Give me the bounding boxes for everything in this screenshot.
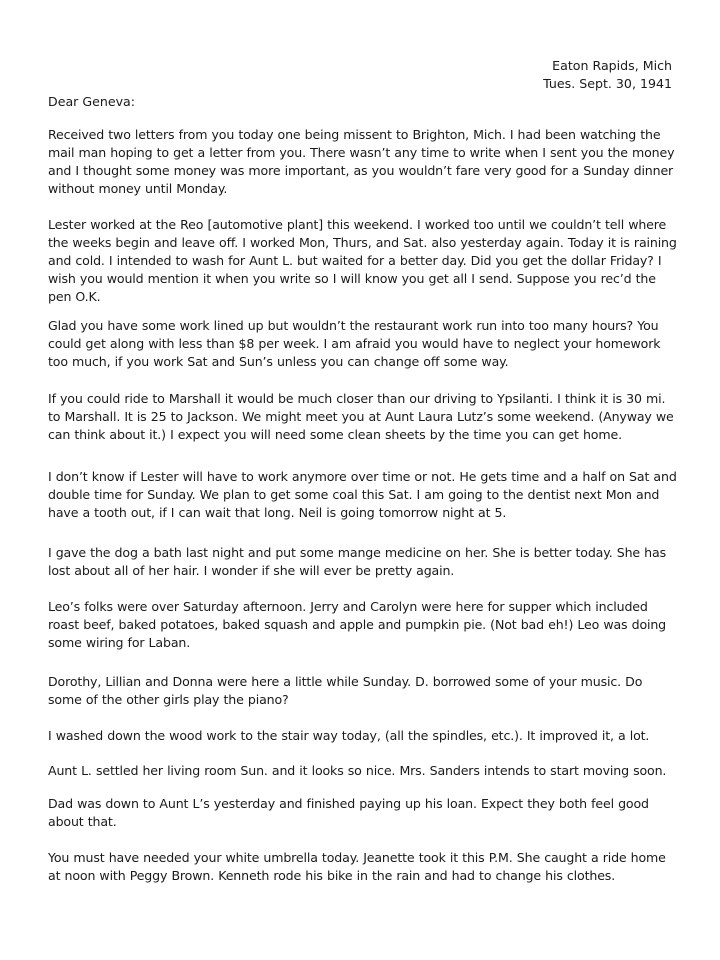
- paragraph-3: Glad you have some work lined up but wouldn’t the restaurant work run into too many hours? You could get along with less than $8 per week. I am afraid you would have to neglect your homework too much, if you work Sat and Sun’s unless you can change off some way.: [48, 318, 661, 369]
- paragraph-12: You must have needed your white umbrella today. Jeanette took it this P.M. She caught a ride home at noon with Peggy Brown. Kenneth rode his bike in the rain and had to change his clothes.: [48, 850, 666, 883]
- paragraph-1: Received two letters from you today one being missent to Brighton, Mich. I had been watching the mail man hoping to get a letter from you. There wasn’t any time to write when I sent you the money and I thought some money was more important, as you wouldn’t fare very good for a Sunday dinner without money until Monday.: [48, 127, 675, 196]
- paragraph-8: Dorothy, Lillian and Donna were here a little while Sunday. D. borrowed some of your music. Do some of the other girls play the piano?: [48, 674, 643, 707]
- letter-place: Eaton Rapids, Mich: [552, 58, 672, 73]
- paragraph-6: I gave the dog a bath last night and put some mange medicine on her. She is better today. She has lost about all of her hair. I wonder if she will ever be pretty again.: [48, 545, 666, 578]
- paragraph-5: I don’t know if Lester will have to work anymore over time or not. He gets time and a half on Sat and double time for Sunday. We plan to get some coal this Sat. I am going to the dentist next Mon and have a tooth out, if I can wait that long. Neil is going tomorrow night at 5.: [48, 469, 677, 520]
- paragraph-7: Leo’s folks were over Saturday afternoon. Jerry and Carolyn were here for supper which included roast beef, baked potatoes, baked squash and apple and pumpkin pie. (Not bad eh!) Leo was doing some wiring for Laban.: [48, 599, 667, 650]
- paragraph-2: Lester worked at the Reo [automotive plant] this weekend. I worked too until we couldn’t tell where the weeks begin and leave off. I worked Mon, Thurs, and Sat. also yesterday again. Today it is raining and cold. I intended to wash for Aunt L. but waited for a better day. Did you get the dollar Friday? I wish you would mention it when you write so I will know you get all I send. Suppose you rec’d the pen O.K.: [48, 217, 677, 304]
- paragraph-10: Aunt L. settled her living room Sun. and it looks so nice. Mrs. Sanders intends to start moving soon.: [48, 763, 667, 778]
- salutation: Dear Geneva:: [48, 94, 135, 109]
- paragraph-4: If you could ride to Marshall it would be much closer than our driving to Ypsilanti. I think it is 30 mi. to Marshall. It is 25 to Jackson. We might meet you at Aunt Laura Lutz’s some weekend. (Anyway we can think about it.) I expect you will need some clean sheets by the time you can get home.: [48, 391, 674, 442]
- paragraph-11: Dad was down to Aunt L’s yesterday and finished paying up his loan. Expect they both feel good about that.: [48, 796, 649, 829]
- letter-heading: [543, 57, 672, 93]
- paragraph-9: I washed down the wood work to the stair way today, (all the spindles, etc.). It improved it, a lot.: [48, 728, 650, 743]
- letter-date: Tues. Sept. 30, 1941: [543, 76, 672, 91]
